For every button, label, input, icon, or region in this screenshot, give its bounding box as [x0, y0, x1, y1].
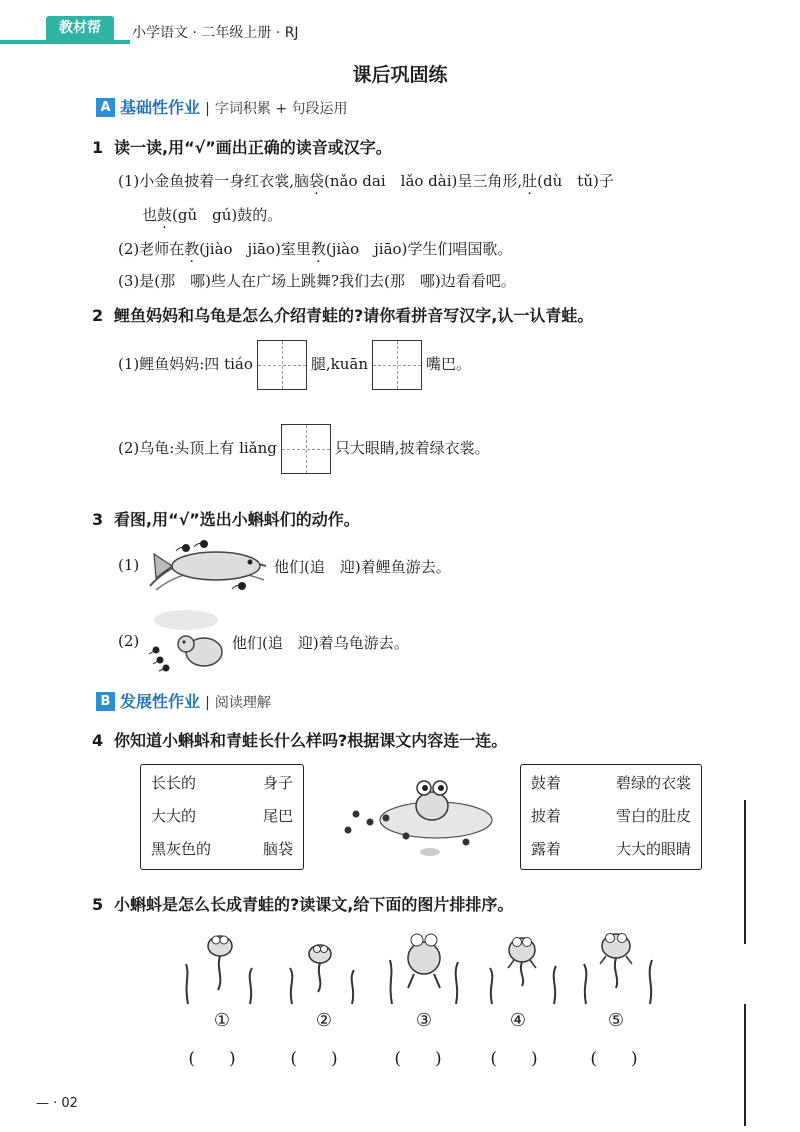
order-blank-5[interactable]: ( ) [590, 1049, 638, 1069]
section-b-header [96, 692, 271, 712]
question-5 [92, 892, 513, 915]
tadpole-match-box [140, 764, 304, 870]
question-2-number: 2 [92, 306, 104, 325]
match-row [151, 833, 293, 866]
question-1 [92, 135, 392, 158]
question-5-number: 5 [92, 895, 104, 914]
frog-on-lily-pad-illustration [326, 770, 496, 862]
edge-rule-lower [744, 1004, 746, 1126]
stage-label-1: ① [213, 1010, 231, 1031]
stage-picture-1 [180, 924, 264, 1006]
stage-picture-5 [578, 924, 662, 1006]
q2-item-1-text-a: (1)鲤鱼妈妈:四 tiáo [118, 355, 253, 373]
book-subject: 小学语文 · 二年级上册 · RJ [132, 25, 299, 41]
q3-item-2-label: (2) [118, 632, 140, 650]
q2-item-2 [118, 418, 490, 478]
q1-item-2-dotted-char: 教 [184, 240, 200, 258]
turtle-and-tadpoles-illustration [146, 606, 228, 672]
question-4-prompt: 你知道小蝌蚪和青蛙长什么样吗?根据课文内容连一连。 [114, 731, 508, 750]
q2-item-1-text-b: 腿,kuān [310, 355, 368, 373]
page-title: 课后巩固练 [352, 64, 448, 86]
q2-item-1-text-c: 嘴巴。 [426, 355, 472, 373]
q1-item-1-text-b[interactable]: (nǎo dai lǎo dài)呈三角形, [324, 172, 523, 190]
stage-label-2: ② [315, 1010, 333, 1031]
match-left-item[interactable]: 披着 [531, 807, 562, 825]
write-box-liang[interactable] [281, 424, 331, 474]
q1-item-2-text-c[interactable]: (jiào jiāo)学生们唱国歌。 [325, 240, 513, 258]
q1-item-1-dotted-char: 袋 [309, 172, 325, 190]
q3-item-1-label: (1) [118, 556, 140, 574]
frog-match-box [520, 764, 702, 870]
question-4-number: 4 [92, 731, 104, 750]
q1-item-2-text-b[interactable]: (jiào jiāo)室里 [199, 240, 311, 258]
q1-item-1-text-a: (1)小金鱼披着一身红衣裳,脑 [118, 172, 310, 190]
write-box-kuan[interactable] [372, 340, 422, 390]
edge-rule-upper [744, 800, 746, 944]
match-left-item[interactable]: 大大的 [151, 807, 197, 825]
match-right-item[interactable]: 尾巴 [262, 807, 293, 825]
section-a-title: 基础性作业 [120, 98, 201, 117]
match-right-item[interactable]: 雪白的肚皮 [615, 807, 691, 825]
q2-item-1 [118, 334, 471, 394]
match-row [151, 767, 293, 800]
question-5-prompt: 小蝌蚪是怎么长成青蛙的?读课文,给下面的图片排排序。 [114, 895, 514, 914]
carp-and-tadpoles-illustration [146, 536, 272, 594]
q1-item-1-text-c[interactable]: (dù tǔ)子 [537, 172, 614, 190]
question-3-prompt: 看图,用“√”选出小蝌蚪们的动作。 [114, 510, 360, 529]
stage-picture-3 [384, 924, 468, 1006]
section-a-divider: | [205, 101, 210, 117]
match-left-item[interactable]: 露着 [531, 840, 562, 858]
q1-item-1-line-2 [142, 204, 282, 225]
q2-item-2-text-b: 只大眼睛,披着绿衣裳。 [334, 439, 490, 457]
brand-logo: 教材帮 [46, 16, 114, 40]
question-4 [92, 728, 507, 751]
stage-label-3: ③ [415, 1010, 433, 1031]
section-b-subtitle: 阅读理解 [214, 695, 271, 711]
section-b-divider: | [205, 695, 210, 711]
order-blank-3[interactable]: ( ) [394, 1049, 442, 1069]
question-2 [92, 303, 593, 326]
match-row [531, 800, 691, 833]
stage-picture-4 [484, 924, 568, 1006]
q3-item-1-text[interactable]: 他们(追 迎)着鲤鱼游去。 [274, 558, 451, 576]
match-right-item[interactable]: 碧绿的衣裳 [615, 774, 691, 792]
page-number: — · 02 [36, 1096, 78, 1111]
stage-label-4: ④ [509, 1010, 527, 1031]
question-3-number: 3 [92, 510, 104, 529]
q1-item-1-text-e[interactable]: (gǔ gú)鼓的。 [172, 206, 283, 224]
write-box-tiao[interactable] [257, 340, 307, 390]
question-1-prompt: 读一读,用“√”画出正确的读音或汉字。 [114, 138, 392, 157]
question-2-prompt: 鲤鱼妈妈和乌龟是怎么介绍青蛙的?请你看拼音写汉字,认一认青蛙。 [114, 306, 594, 325]
q1-item-1-dotted-char-2: 肚 [522, 172, 538, 190]
q1-item-1-line-1 [118, 170, 614, 191]
match-left-item[interactable]: 鼓着 [531, 774, 562, 792]
section-a-subtitle: 字词积累 + 句段运用 [214, 101, 348, 117]
q1-item-2-text-a: (2)老师在 [118, 240, 185, 258]
stage-label-5: ⑤ [607, 1010, 625, 1031]
question-1-number: 1 [92, 138, 104, 157]
match-row [531, 767, 691, 800]
match-right-item[interactable]: 脑袋 [262, 840, 293, 858]
match-left-item[interactable]: 长长的 [151, 774, 197, 792]
section-b-badge: B [96, 692, 115, 711]
brand-bar [0, 40, 130, 44]
match-right-item[interactable]: 大大的眼睛 [615, 840, 691, 858]
q1-item-3[interactable]: (3)是(那 哪)些人在广场上跳舞?我们去(那 哪)边看看吧。 [118, 272, 516, 290]
order-blank-2[interactable]: ( ) [290, 1049, 338, 1069]
q1-item-2-dotted-char-2: 教 [310, 240, 326, 258]
stage-picture-2 [282, 938, 366, 1006]
section-b-title: 发展性作业 [120, 692, 201, 711]
q1-item-1-dotted-char-3: 鼓 [157, 206, 173, 224]
q3-item-2-text[interactable]: 他们(追 迎)着乌龟游去。 [232, 634, 409, 652]
question-3 [92, 507, 360, 530]
match-right-item[interactable]: 身子 [262, 774, 293, 792]
match-row [531, 833, 691, 866]
order-blank-4[interactable]: ( ) [490, 1049, 538, 1069]
q1-item-1-text-d: 也 [142, 206, 158, 224]
q1-item-2 [118, 238, 512, 259]
match-left-item[interactable]: 黑灰色的 [151, 840, 212, 858]
section-a-badge: A [96, 98, 115, 117]
section-a-header [96, 98, 348, 118]
match-row [151, 800, 293, 833]
q2-item-2-text-a: (2)乌龟:头顶上有 liǎng [118, 439, 277, 457]
order-blank-1[interactable]: ( ) [188, 1049, 236, 1069]
